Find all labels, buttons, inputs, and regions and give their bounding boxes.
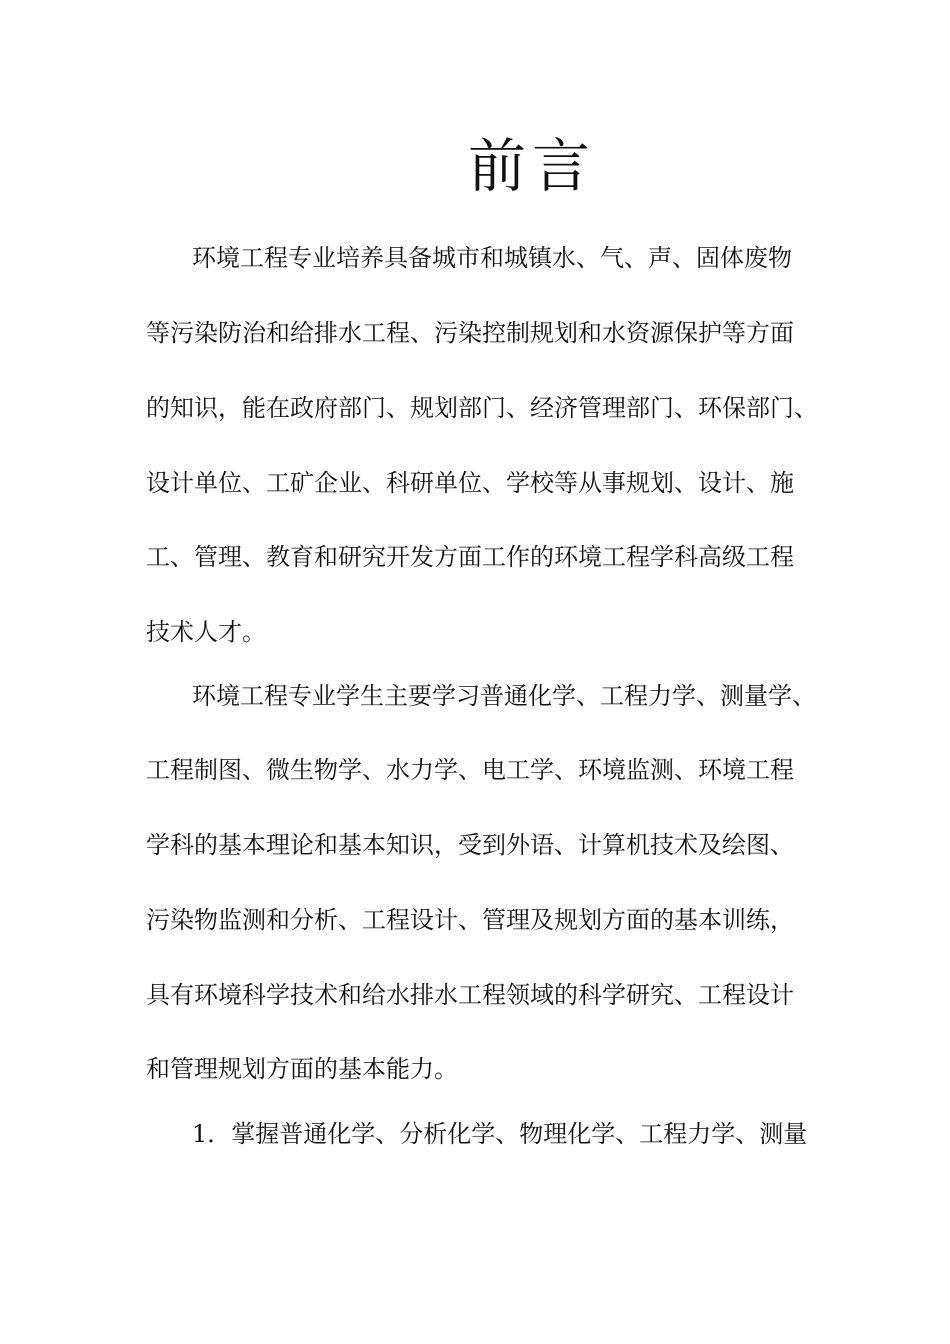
text-line: 污染物监测和分析、工程设计、管理及规划方面的基本训练，: [146, 906, 794, 934]
text-line: 的知识，能在政府部门、规划部门、经济管理部门、环保部门、: [146, 394, 818, 422]
text-line: 学科的基本理论和基本知识，受到外语、计算机技术及绘图、: [146, 831, 794, 859]
text-line: 等污染防治和给排水工程、污染控制规划和水资源保护等方面: [146, 319, 794, 347]
text-line: 环境工程专业培养具备城市和城镇水、气、声、固体废物: [192, 244, 792, 272]
text-line: 具有环境科学技术和给水排水工程领域的科学研究、工程设计: [146, 981, 794, 1009]
text-line: 工、管理、教育和研究开发方面工作的环境工程学科高级工程: [146, 543, 794, 571]
text-line: 技术人才。: [146, 618, 266, 646]
list-item: 1．掌握普通化学、分析化学、物理化学、工程力学、测量: [192, 1120, 808, 1148]
text-line: 设计单位、工矿企业、科研单位、学校等从事规划、设计、施: [146, 469, 794, 497]
text-line: 工程制图、微生物学、水力学、电工学、环境监测、环境工程: [146, 756, 794, 784]
text-line: 和管理规划方面的基本能力。: [146, 1055, 458, 1083]
text-line: 环境工程专业学生主要学习普通化学、工程力学、测量学、: [192, 682, 816, 710]
page-title: 前言: [467, 132, 596, 200]
